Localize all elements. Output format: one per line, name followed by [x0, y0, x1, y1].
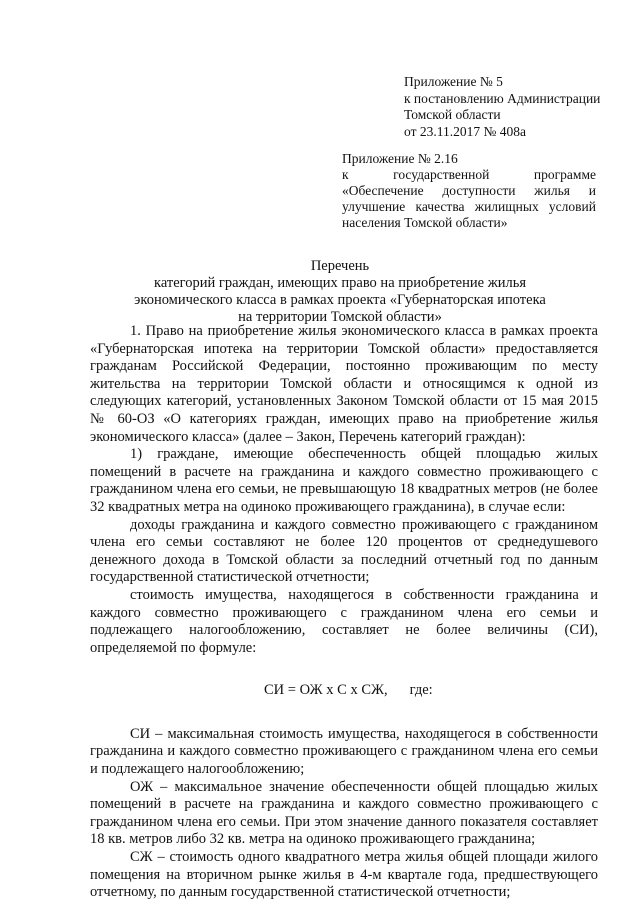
- annex-5-region: Томской области: [404, 107, 501, 122]
- annex-5-header: [404, 74, 604, 140]
- annex-2-16-header: [342, 151, 596, 231]
- annex-2-16-program: к государственной программе «Обеспечение доступности жилья и улучшение качества жилищных условий населения Томской области»: [342, 167, 596, 230]
- paragraph-si-definition: СИ – максимальная стоимость имущества, находящегося в собственности гражданина и каждого совместно проживающего с гражданином члена его семьи и подлежащего налогообложению;: [90, 725, 598, 778]
- annex-5-resolution: к постановлению Администрации: [404, 90, 601, 106]
- title-line-4: на территории Томской области»: [238, 309, 442, 325]
- document-body: [90, 323, 598, 902]
- formula-where: где:: [409, 682, 433, 699]
- paragraph-szh-definition: СЖ – стоимость одного квадратного метра жилья общей площади жилого помещения на вторичном рынке жилья в 4-м квартале года, предшествующего отчетному, по данным государственной статистической отчетности;: [90, 849, 598, 901]
- document-title: [90, 258, 590, 326]
- annex-5-date: от 23.11.2017 № 408а: [404, 123, 526, 139]
- formula: СИ = ОЖ х С х СЖ,: [264, 682, 388, 699]
- title-line-2: категорий граждан, имеющих право на приобретение жилья: [154, 275, 526, 291]
- annex-2-16-number: Приложение № 2.16: [342, 151, 458, 166]
- formula-line: [90, 682, 598, 700]
- paragraph-2: 1) граждане, имеющие обеспеченность общей площадью жилых помещений в расчете на гражданина и каждого совместно проживающего с гражданином члена его семьи, не превышающую 18 квадратных метров (не более 32 квадратных метра на одиноко проживающего гражданина), в случае если:: [90, 446, 598, 515]
- paragraph-4: стоимость имущества, находящегося в собственности гражданина и каждого совместно проживающего с гражданином члена его семьи и подлежащего налогообложению, составляет не более величины (СИ), определяемой по формуле:: [90, 586, 598, 656]
- title-line-3: экономического класса в рамках проекта «Губернаторская ипотека: [134, 292, 546, 308]
- title-line-1: Перечень: [310, 258, 370, 274]
- paragraph-1: 1. Право на приобретение жилья экономического класса в рамках проекта «Губернаторская ипотека на территории Томской области» предоставляется гражданам Российской Федерации, постоянно проживающим по месту жительства на территории Томской области и относящимся к одной из следующих категорий, установленных Законом Томской области от 15 мая 2015 № 60-ОЗ «О категориях граждан, имеющих право на приобретение жилья экономического класса» (далее – Закон, Перечень категорий граждан):: [90, 323, 598, 445]
- paragraph-ozh-definition: ОЖ – максимальное значение обеспеченности общей площадью жилых помещений в расчете на гражданина и каждого совместно проживающего с гражданином члена его семьи. При этом значение данного показателя составляет 18 кв. метров либо 32 кв. метра на одиноко проживающего гражданина;: [90, 778, 598, 848]
- paragraph-3: доходы гражданина и каждого совместно проживающего с гражданином члена его семьи составляют не более 120 процентов от среднедушевого денежного дохода в Томской области за последний отчетный год по данным государственной статистической отчетности;: [90, 516, 598, 586]
- annex-5-number: Приложение № 5: [404, 74, 503, 89]
